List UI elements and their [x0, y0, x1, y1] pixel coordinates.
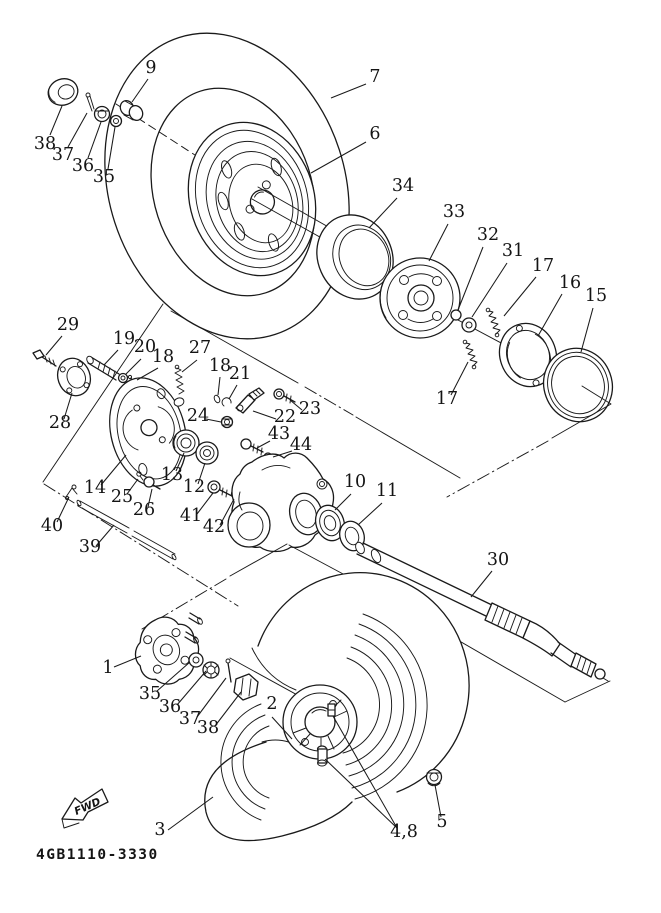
leader-line — [581, 308, 593, 352]
part-label-21: 21 — [228, 364, 252, 384]
part-37-pin-b — [226, 659, 231, 682]
part-label-4-8: 4,8 — [390, 822, 418, 842]
leader-line — [50, 106, 62, 135]
leader-line — [358, 503, 382, 525]
final-drive-housing — [228, 453, 334, 551]
part-label-40: 40 — [40, 516, 64, 536]
part-label-39: 39 — [78, 537, 102, 557]
part-35-washer-b — [189, 653, 203, 667]
part-label-31: 31 — [501, 241, 525, 261]
part-24-nut — [222, 417, 233, 428]
part-label-19: 19 — [112, 329, 136, 349]
part-label-10: 10 — [343, 472, 367, 492]
part-4-8-stud-top — [328, 704, 335, 716]
part-5-nut — [427, 770, 442, 786]
part-label-32: 32 — [476, 225, 500, 245]
part-label-14: 14 — [83, 478, 107, 498]
part-17-spring-bottom — [463, 340, 477, 369]
part-label-44: 44 — [289, 435, 313, 455]
part-label-17: 17 — [531, 256, 555, 276]
part-label-16: 16 — [558, 273, 582, 293]
leader-line — [429, 224, 448, 261]
part-label-7: 7 — [369, 67, 381, 87]
part-label-27: 27 — [188, 338, 212, 358]
leader-line — [331, 84, 366, 98]
part-35-washer — [111, 116, 122, 127]
part-33-brake-drum — [380, 258, 460, 338]
leader-line — [197, 678, 226, 717]
leader-line — [218, 377, 220, 395]
fwd-label: FWD — [72, 795, 103, 818]
part-27-spring — [175, 365, 184, 394]
part-label-30: 30 — [486, 550, 510, 570]
part-label-37: 37 — [178, 709, 202, 729]
border-line — [356, 417, 460, 478]
part-label-35: 35 — [92, 167, 116, 187]
part-label-26: 26 — [132, 500, 156, 520]
leader-line — [46, 336, 62, 355]
part-36-nut — [95, 107, 110, 122]
part-label-20: 20 — [133, 337, 157, 357]
fwd-arrow-icon — [62, 789, 108, 828]
leader-line — [335, 494, 351, 510]
leader-line — [229, 385, 237, 399]
part-label-22: 22 — [273, 407, 297, 427]
part-label-3: 3 — [154, 820, 166, 840]
part-label-24: 24 — [186, 406, 210, 426]
part-37-cotter-pin — [86, 93, 94, 111]
part-label-5: 5 — [436, 812, 448, 832]
part-label-36: 36 — [158, 697, 182, 717]
part-22-brake-camshaft — [236, 388, 264, 413]
part-40-clip — [66, 485, 78, 500]
part-4-8-stud-bottom — [318, 746, 328, 766]
part-label-25: 25 — [110, 487, 134, 507]
border-line — [230, 544, 287, 576]
part-label-41: 41 — [179, 506, 203, 526]
part-label-13: 13 — [160, 465, 184, 485]
leader-line — [182, 360, 197, 372]
border-line — [565, 681, 610, 702]
part-label-15: 15 — [584, 286, 608, 306]
part-label-2: 2 — [266, 694, 278, 714]
part-label-11: 11 — [375, 481, 399, 501]
leader-line — [253, 411, 276, 419]
part-label-18: 18 — [208, 356, 232, 376]
part-13-bearing — [173, 430, 199, 456]
leader-line — [126, 359, 141, 374]
part-label-28: 28 — [48, 413, 72, 433]
part-31-washer — [462, 318, 476, 332]
leader-line — [68, 113, 87, 147]
part-21-clip — [222, 398, 231, 406]
part-label-38: 38 — [33, 134, 57, 154]
leader-line — [369, 198, 397, 228]
leader-line — [471, 571, 492, 597]
part-label-36: 36 — [71, 156, 95, 176]
part-label-1: 1 — [102, 658, 114, 678]
part-label-42: 42 — [202, 517, 226, 537]
part-36-nut-b — [203, 662, 219, 678]
part-label-35: 35 — [138, 684, 162, 704]
leader-line — [104, 350, 118, 365]
part-label-29: 29 — [56, 315, 80, 335]
part-label-34: 34 — [391, 176, 415, 196]
part-label-18: 18 — [151, 347, 175, 367]
leader-line — [88, 122, 101, 158]
part-29-bolt — [33, 350, 56, 366]
part-label-33: 33 — [442, 202, 466, 222]
part-label-17: 17 — [435, 389, 459, 409]
leader-line — [504, 277, 536, 316]
part-20-washer — [119, 374, 128, 383]
part-38-cap — [44, 75, 81, 110]
part-label-12: 12 — [182, 477, 206, 497]
part-label-23: 23 — [298, 399, 322, 419]
part-32-ball — [451, 310, 461, 320]
border-line — [289, 545, 345, 575]
part-label-38: 38 — [196, 718, 220, 738]
part-label-43: 43 — [267, 424, 291, 444]
part-18-pin-b — [213, 394, 221, 403]
part-label-6: 6 — [369, 124, 381, 144]
border-dashdot — [447, 441, 548, 497]
leader-line — [538, 294, 562, 336]
part-label-9: 9 — [145, 58, 157, 78]
part-number-text: 4GB1110-3330 — [36, 847, 159, 863]
part-12-seal — [196, 442, 218, 464]
part-17-spring-top — [486, 308, 500, 337]
leader-line — [458, 247, 483, 310]
part-label-37: 37 — [51, 145, 75, 165]
